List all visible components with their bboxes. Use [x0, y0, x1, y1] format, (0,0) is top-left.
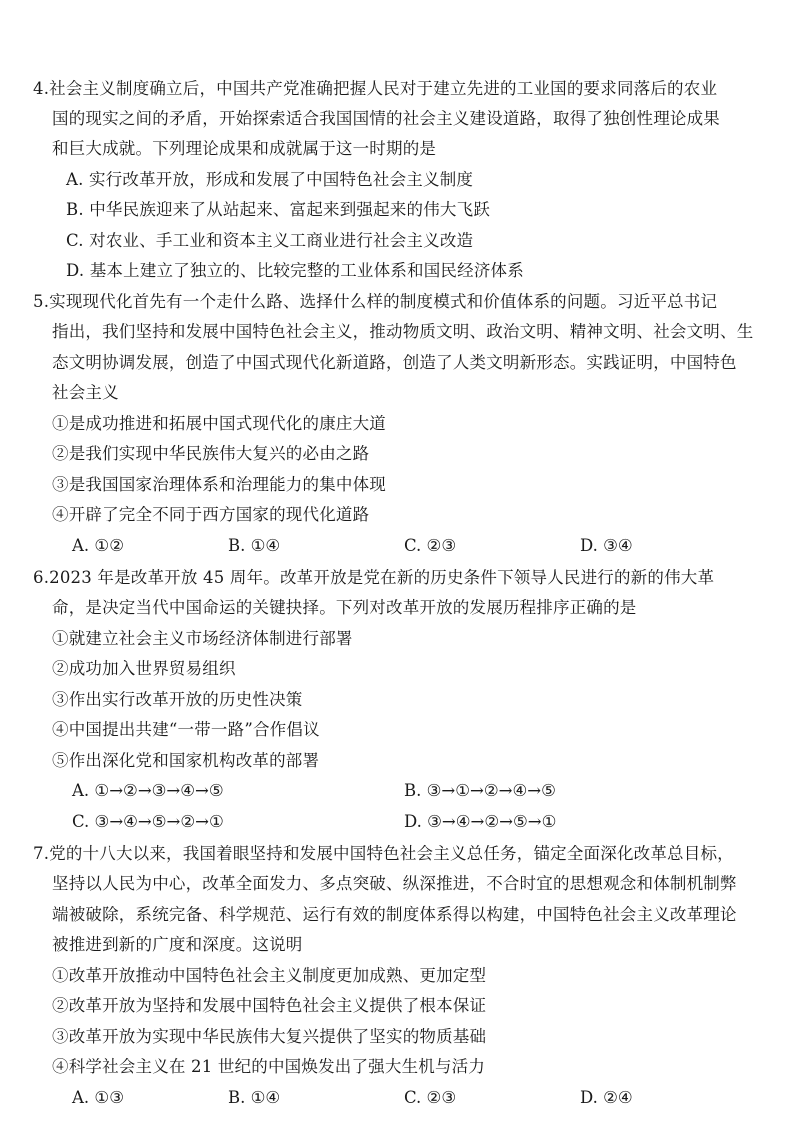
q4-option-a: A. 实行改革开放，形成和发展了中国特色社会主义制度	[66, 170, 474, 189]
q5-choice-b: B. ①④	[228, 536, 281, 555]
q5-item-3: ③是我国国家治理体系和治理能力的集中体现	[52, 475, 386, 494]
q5-item-1: ①是成功推进和拓展中国式现代化的康庄大道	[52, 414, 386, 433]
q7-item-4: ④科学社会主义在 21 世纪的中国焕发出了强大生机与活力	[52, 1057, 486, 1076]
q5-stem-line-1: 5.实现现代化首先有一个走什么路、选择什么样的制度模式和价值体系的问题。习近平总书记	[33, 292, 718, 311]
q7-stem-line-4: 被推进到新的广度和深度。这说明	[52, 935, 303, 954]
q4-stem-line-1: 4.社会主义制度确立后，中国共产党准确把握人民对于建立先进的工业国的要求同落后的农业	[33, 79, 718, 98]
q6-item-5: ⑤作出深化党和国家机构改革的部署	[52, 751, 320, 770]
q5-choice-a: A. ①②	[72, 536, 124, 555]
q6-choice-a: A. ①→②→③→④→⑤	[72, 781, 224, 800]
q5-choice-d: D. ③④	[580, 536, 633, 555]
q6-item-4: ④中国提出共建“一带一路”合作倡议	[52, 720, 320, 739]
q7-choice-c: C. ②③	[404, 1088, 457, 1107]
q6-item-3: ③作出实行改革开放的历史性决策	[52, 690, 303, 709]
q5-stem-line-4: 社会主义	[52, 383, 119, 402]
q7-choice-a: A. ①③	[72, 1088, 124, 1107]
q5-choice-c: C. ②③	[404, 536, 457, 555]
q7-item-3: ③改革开放为实现中华民族伟大复兴提供了坚实的物质基础	[52, 1027, 487, 1046]
q4-option-b: B. 中华民族迎来了从站起来、富起来到强起来的伟大飞跃	[66, 200, 491, 219]
q5-item-4: ④开辟了完全不同于西方国家的现代化道路	[52, 505, 370, 524]
q5-stem-line-3: 态文明协调发展，创造了中国式现代化新道路，创造了人类文明新形态。实践证明，中国特色	[52, 353, 737, 372]
q5-item-2: ②是我们实现中华民族伟大复兴的必由之路	[52, 444, 370, 463]
q6-stem-line-2: 命，是决定当代中国命运的关键抉择。下列对改革开放的发展历程排序正确的是	[52, 598, 637, 617]
q4-option-c: C. 对农业、手工业和资本主义工商业进行社会主义改造	[66, 231, 474, 250]
q7-stem-line-1: 7.党的十八大以来，我国着眼坚持和发展中国特色社会主义总任务，锚定全面深化改革总目标，	[33, 844, 734, 863]
q6-choice-d: D. ③→④→②→⑤→①	[404, 812, 557, 831]
q7-stem-line-2: 坚持以人民为中心，改革全面发力、多点突破、纵深推进，不合时宜的思想观念和体制机制弊	[52, 874, 737, 893]
q4-stem-line-2: 国的现实之间的矛盾，开始探索适合我国国情的社会主义建设道路，取得了独创性理论成果	[52, 109, 720, 128]
q6-choice-b: B. ③→①→②→④→⑤	[404, 781, 556, 800]
q7-item-2: ②改革开放为坚持和发展中国特色社会主义提供了根本保证	[52, 996, 487, 1015]
q7-choice-d: D. ②④	[580, 1088, 633, 1107]
q6-choice-c: C. ③→④→⑤→②→①	[72, 812, 224, 831]
q6-stem-line-1: 6.2023 年是改革开放 45 周年。改革开放是党在新的历史条件下领导人民进行的新的伟大革	[33, 568, 715, 587]
q7-item-1: ①改革开放推动中国特色社会主义制度更加成熟、更加定型	[52, 966, 487, 985]
q4-option-d: D. 基本上建立了独立的、比较完整的工业体系和国民经济体系	[66, 261, 524, 280]
q4-stem-line-3: 和巨大成就。下列理论成果和成就属于这一时期的是	[52, 139, 437, 158]
q6-item-1: ①就建立社会主义市场经济体制进行部署	[52, 629, 353, 648]
q6-item-2: ②成功加入世界贸易组织	[52, 659, 236, 678]
q7-stem-line-3: 端被破除，系统完备、科学规范、运行有效的制度体系得以构建，中国特色社会主义改革理论	[52, 905, 737, 924]
q5-stem-line-2: 指出，我们坚持和发展中国特色社会主义，推动物质文明、政治文明、精神文明、社会文明、生	[52, 322, 754, 341]
q7-choice-b: B. ①④	[228, 1088, 281, 1107]
